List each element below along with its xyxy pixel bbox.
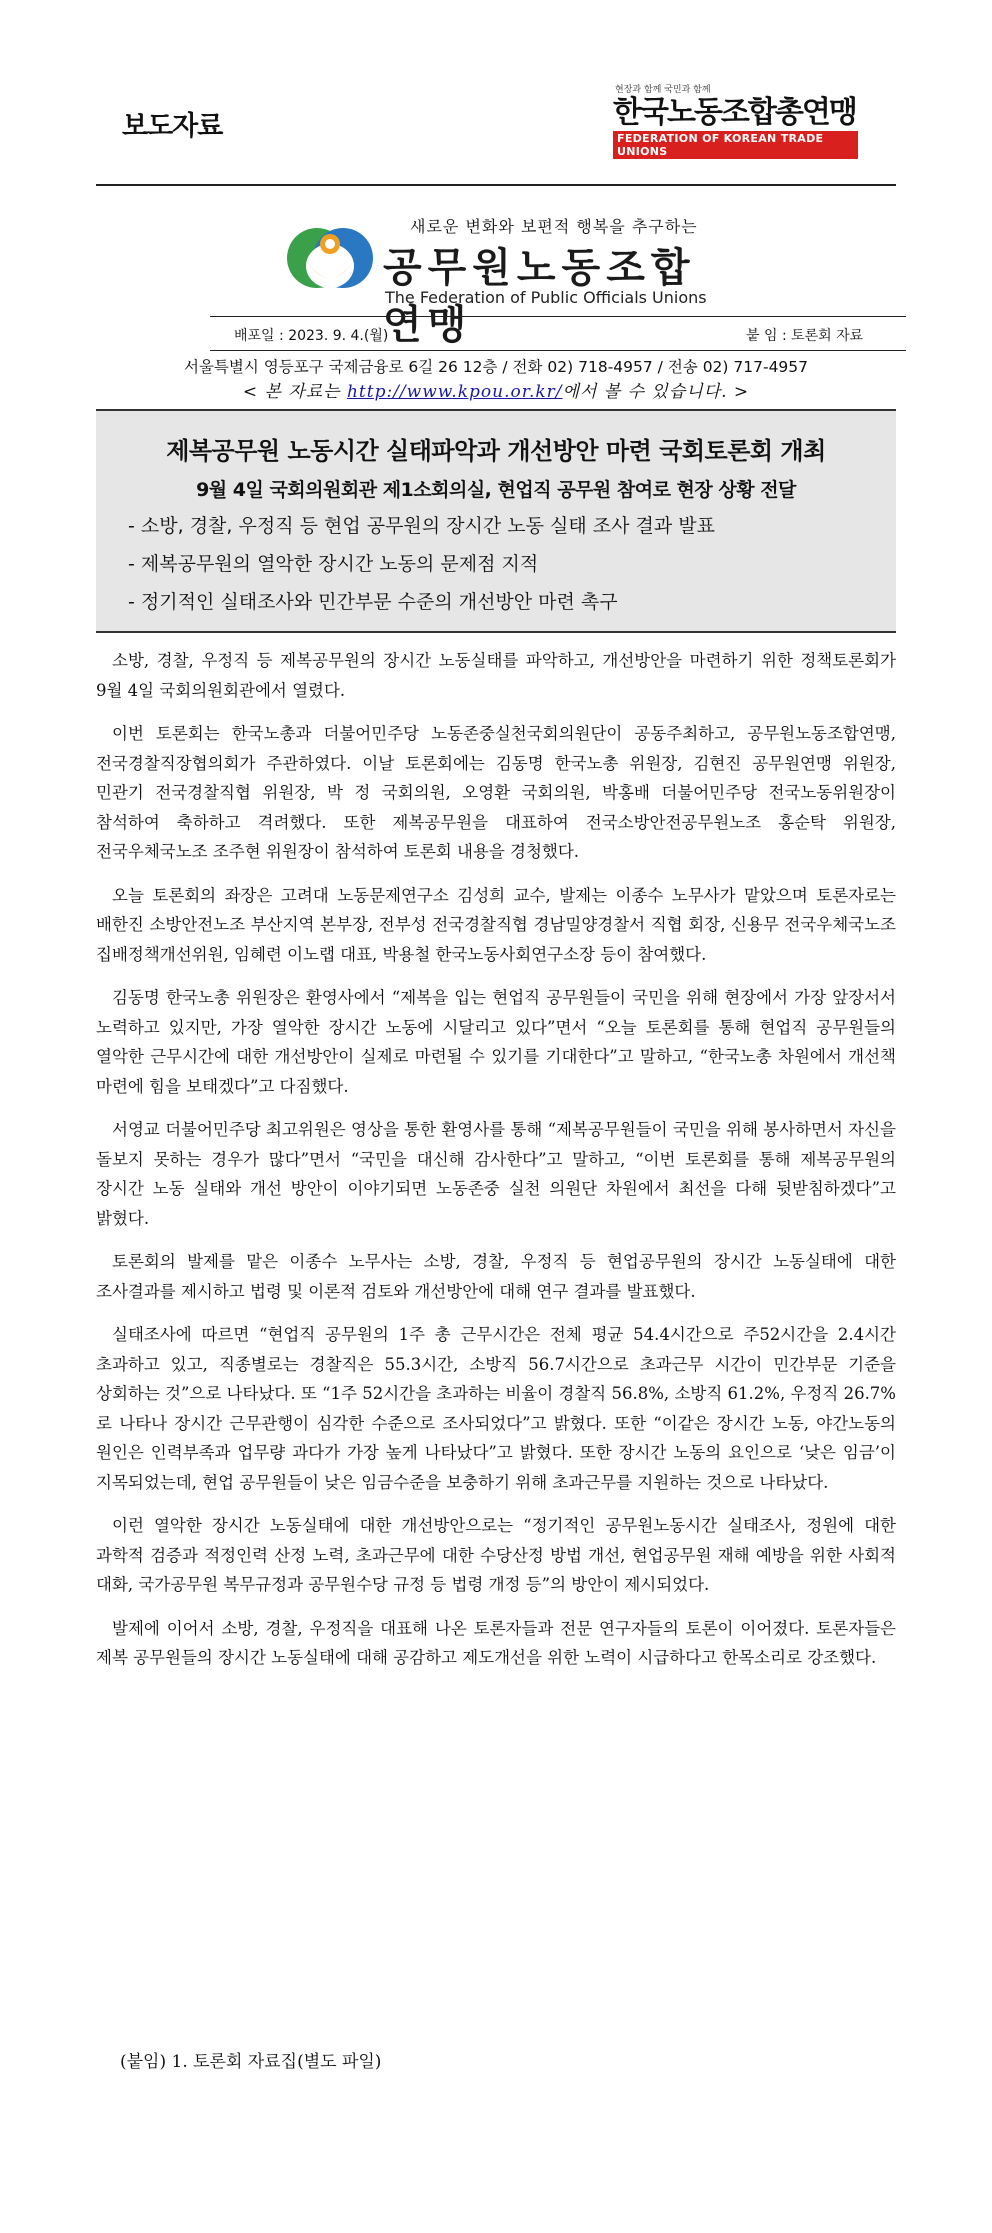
body-paragraph: 소방, 경찰, 우정직 등 제복공무원의 장시간 노동실태를 파악하고, 개선방안을 마련하기 위한 정책토론회가 9월 4일 국회의원회관에서 열렸다. xyxy=(96,651,896,700)
headline-bullets xyxy=(128,507,715,621)
attachment-note: (붙임) 1. 토론회 자료집(별도 파일) xyxy=(120,2052,382,2072)
union-english-name: The Federation of Public Officials Unions xyxy=(385,288,707,307)
fktu-slogan: 현장과 함께 국민과 함께 xyxy=(615,85,711,95)
headline-title: 제복공무원 노동시간 실태파악과 개선방안 마련 국회토론회 개최 xyxy=(166,437,826,465)
body-paragraph: 토론회의 발제를 맡은 이종수 노무사는 소방, 경찰, 우정직 등 현업공무원의 장시간 노동실태에 대한 조사결과를 제시하고 법령 및 이론적 검토와 개선방안에 대해 연구 결과를 발표했다. xyxy=(96,1252,896,1301)
notice-prefix: < 본 자료는 xyxy=(242,382,347,402)
body-paragraph: 이런 열악한 장시간 노동실태에 대한 개선방안으로는 “정기적인 공무원노동시간 실태조사, 정원에 대한 과학적 검증과 적정인력 산정 노력, 초과근무에 대한 수당산정 방법 개선, 현업공무원 재해 예방을 위한 사회적 대화, 국가공무원 복무규정과 공무원수당 규정 등 법령 개정 등”의 방안이 제시되었다. xyxy=(96,1516,896,1594)
bullet-item: - 정기적인 실태조사와 민간부문 수준의 개선방안 마련 촉구 xyxy=(128,583,715,621)
body-paragraph: 발제에 이어서 소방, 경찰, 우정직을 대표해 나온 토론자들과 전문 연구자들의 토론이 이어졌다. 토론자들은 제복 공무원들의 장시간 노동실태에 대해 공감하고 제도개선을 위한 노력이 시급하다고 한목소리로 강조했다. xyxy=(96,1618,896,1667)
headline-box xyxy=(96,409,896,633)
body-paragraph: 오늘 토론회의 좌장은 고려대 노동문제연구소 김성희 교수, 발제는 이종수 노무사가 맡았으며 토론자로는 배한진 소방안전노조 부산지역 본부장, 전부성 전국경찰직협 경남밀양경찰서 직협 회장, 신용무 전국우체국노조 집배정책개선위원, 임혜련 이노랩 대표, 박용철 한국노동사회연구소장 등이 참여했다. xyxy=(96,885,896,964)
fktu-english-name: FEDERATION OF KOREAN TRADE UNIONS xyxy=(613,131,858,159)
body-paragraph: 실태조사에 따르면 “현업직 공무원의 1주 총 근무시간은 전체 평균 54.4시간으로 주52시간을 2.4시간 초과하고 있고, 직종별로는 경찰직은 55.3시간, 소방직 56.7시간으로 초과근무 시간이 민간부문 기준을 상회하는 것”으로 나타났다. 또 “1주 52시간을 초과하는 비율이 경찰직 56.8%, 소방직 61.2%, 우정직 26.7%로 나타나 장시간 근무관행이 심각한 수준으로 조사되었다”고 밝혔다. 또한 “이같은 장시간 노동, 야간노동의 원인은 인력부족과 업무량 과다가 가장 높게 나타났다”고 밝혔다. 또한 장시간 노동의 요인으로 ‘낮은 임금’이 지목되었는데, 현업 공무원들이 낮은 임금수준을 보충하기 위해 초과근무를 지원하는 것으로 나타났다. xyxy=(96,1325,896,1492)
fktu-logo xyxy=(613,82,858,159)
press-header xyxy=(96,82,896,182)
header-divider xyxy=(96,184,896,186)
union-emblem-icon xyxy=(279,222,379,298)
bullet-item: - 제복공무원의 열악한 장시간 노동의 문제점 지적 xyxy=(128,545,715,583)
body-paragraph: 김동명 한국노총 위원장은 환영사에서 “제복을 입는 현업직 공무원들이 국민을 위해 현장에서 가장 앞장서서 노력하고 있지만, 가장 열악한 장시간 노동에 시달리고 있다”면서 “오늘 토론회를 통해 현업직 공무원들의 열악한 근무시간에 대한 개선방안이 실제로 마련될 수 있기를 기대한다”고 말하고, “한국노총 차원에서 개선책 마련에 힘을 보태겠다”고 다짐했다. xyxy=(96,988,896,1096)
union-slogan: 새로운 변화와 보편적 행복을 추구하는 xyxy=(410,217,698,236)
union-name: 공무원노동조합연맹 xyxy=(383,245,696,348)
headline-subtitle: 9월 4일 국회의원회관 제1소회의실, 현업직 공무원 참여로 현장 상황 전달 xyxy=(196,479,796,501)
website-link[interactable]: http://www.kpou.or.kr/ xyxy=(346,382,563,402)
body-paragraph: 서영교 더불어민주당 최고위원은 영상을 통한 환영사를 통해 “제복공무원들이 국민을 위해 봉사하면서 자신을 돌보지 못하는 경우가 많다”면서 “국민을 대신해 감사한다”고 말하고, “이번 토론회를 통해 제복공무원의 장시간 노동 실태와 개선 방안이 이야기되면 노동존중 실천 의원단 차원에서 최선을 다해 뒷받침하겠다”고 밝혔다. xyxy=(96,1120,896,1228)
article-body xyxy=(96,646,896,1687)
attachment-label: 붙 임 : 토론회 자료 xyxy=(746,328,864,344)
release-date: 배포일 : 2023. 9. 4.(월) xyxy=(234,328,389,344)
press-release-label: 보도자료 xyxy=(122,111,223,142)
release-meta xyxy=(210,316,906,351)
notice-suffix: 에서 볼 수 있습니다. > xyxy=(562,382,750,402)
contact-info: 서울특별시 영등포구 국제금융로 6길 26 12층 / 전화 02) 718-4957 / 전송 02) 717-4957 xyxy=(183,358,809,376)
website-notice xyxy=(96,377,896,402)
body-paragraph: 이번 토론회는 한국노총과 더불어민주당 노동존중실천국회의원단이 공동주최하고, 공무원노동조합연맹, 전국경찰직장협의회가 주관하였다. 이날 토론회에는 김동명 한국노총 위원장, 김현진 공무원연맹 위원장, 민관기 전국경찰직협 위원장, 박 정 국회의원, 오영환 국회의원, 박홍배 더불어민주당 전국노동위원장이 참석하여 축하하고 격려했다. 또한 제복공무원을 대표하여 전국소방안전공무원노조 홍순탁 위원장, 전국우체국노조 조주현 위원장이 참석하여 토론회 내용을 경청했다. xyxy=(96,724,896,861)
fktu-name: 한국노동조합총연맹 xyxy=(613,95,856,130)
bullet-item: - 소방, 경찰, 우정직 등 현업 공무원의 장시간 노동 실태 조사 결과 발표 xyxy=(128,507,715,545)
